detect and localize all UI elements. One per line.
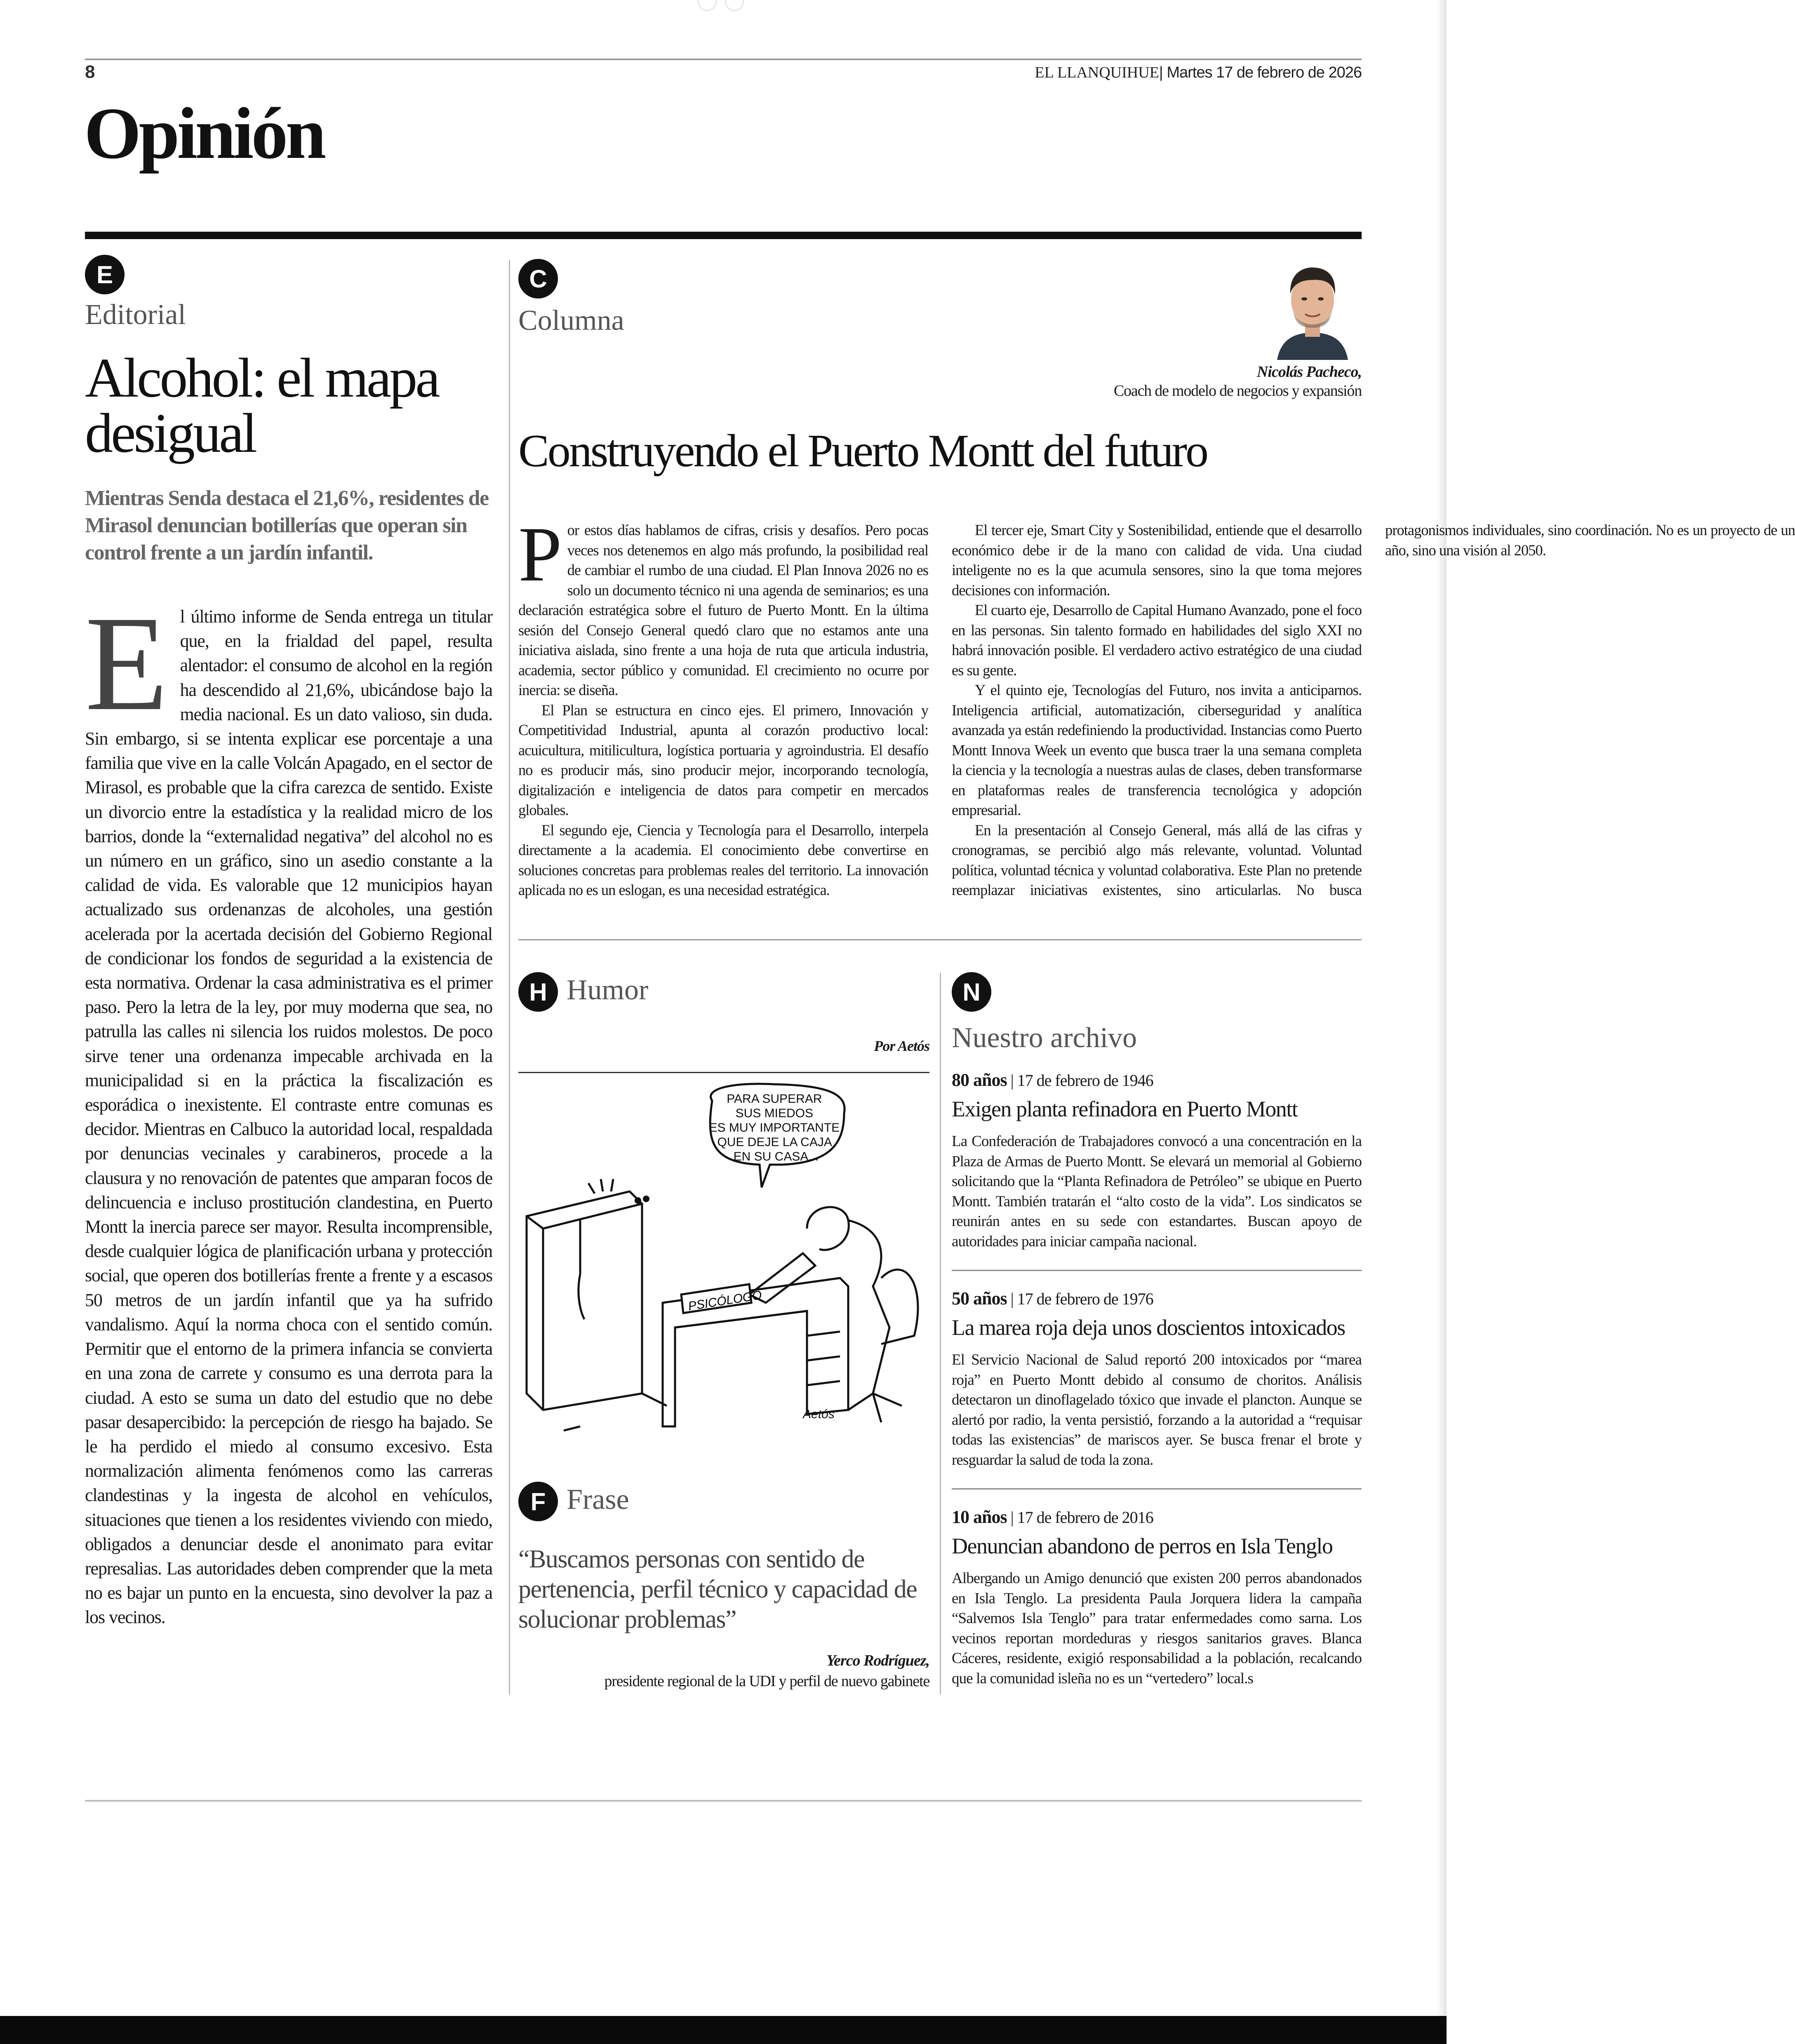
columna-author-role: Coach de modelo de negocios y expansión (1113, 382, 1362, 399)
bubble-line: ES MUY IMPORTANTE (709, 1121, 840, 1135)
masthead (1035, 63, 1362, 82)
archivo-headline: La marea roja deja unos doscientos intoxicados (952, 1315, 1345, 1340)
archivo-years: 50 años (952, 1288, 1007, 1309)
frase-author-role: presidente regional de la UDI y perfil de nuevo gabinete (604, 1673, 929, 1690)
humor-cartoon (518, 1080, 929, 1451)
archivo-text: El Servicio Nacional de Salud reportó 200 intoxicados por “marea roja” en Puerto Montt debido al consumo de choritos. Análisis detectaron un dinoflagelado tóxico que invade el plancton. Aunque se alertó por radio, la venta persistió, forzando a la autoridad a “requisar todas las existencias” de mariscos ayer. Se busca frenar el brote y resguardar la salud de toda la zona. (952, 1351, 1362, 1468)
column-divider (509, 260, 510, 1694)
editorial-subhead: Mientras Senda destaca el 21,6%, residentes de Mirasol denuncian botillerías que operan sin control frente a un jardín infantil. (85, 486, 489, 564)
section-title: Opinión (84, 92, 324, 174)
humor-byline: Por Aetós (874, 1038, 929, 1054)
editorial-kicker: Editorial (85, 299, 186, 331)
archivo-years: 10 años (952, 1507, 1007, 1527)
humor-kicker: Humor (567, 974, 649, 1006)
top-rule (85, 59, 1362, 60)
author-photo (1273, 254, 1352, 360)
archivo-entry (952, 1069, 1362, 1252)
top-indicator (698, 0, 744, 11)
desk-sign: PSICÓLOGO (687, 1288, 763, 1313)
frase-kicker: Frase (567, 1484, 629, 1515)
issue-date: Martes 17 de febrero de 2026 (1167, 64, 1362, 81)
bubble-line: QUE DEJE LA CAJA (717, 1135, 832, 1149)
frase-author: Yerco Rodríguez, (826, 1652, 929, 1669)
columna-paragraph: Por estos días hablamos de cifras, crisis y desafíos. Pero pocas veces nos detenemos en algo más profundo, la posibilidad real de cambiar el rumbo de una ciudad. El Plan Innova 2026 no es solo un documento técnico ni una agenda de seminarios; es una declaración estratégica sobre el futuro de Puerto Montt. En la última sesión del Consejo General quedó claro que no estamos ante una iniciativa aislada, sino frente a una hoja de ruta que articula industria, academia, sector público y comunidad. El crecimiento no ocurre por inercia: se diseña. (518, 511, 928, 698)
editorial-badge: E (85, 255, 125, 294)
columna-badge: C (518, 259, 558, 298)
archivo-meta: 80 años | 17 de febrero de 1946 (952, 1070, 1153, 1090)
archivo-meta: 50 años | 17 de febrero de 1976 (952, 1288, 1153, 1309)
columna-kicker: Columna (518, 305, 624, 336)
editorial-text: El último informe de Senda entrega un titular que, en la frialdad del papel, resulta alentador: el consumo de alcohol en la región ha descendido al 21,6%, ubicándose bajo la media nacional. Es un dato valioso, sin duda. Sin embargo, si se intenta explicar ese porcentaje a una familia que vive en la calle Volcán Apagado, en el sector de Mirasol, es probable que la cifra carezca de sentido. Existe un divorcio entre la estadística y la realidad micro de los barrios, donde la “externalidad negativa” del alcohol no es un número en un gráfico, sino un asedio constante a la calidad de vida. Es valorable que 12 municipios hayan actualizado sus ordenanzas de alcoholes, una gestión acelerada por la acertada decisión del Gobierno Regional de condicionar los fondos de seguridad a la existencia de esta normativa. Ordenar la casa administrativa es el primer paso. Pero la letra de la ley, por muy moderna que sea, no patrulla las calles ni silencia los ruidos molestos. De poco sirve tener una ordenanza impecable archivada en la municipalidad si en la práctica la fiscalización es esporádica o inexistente. El contraste entre comunas es decidor. Mientras en Calbuco la autoridad local, respaldada por denuncias vecinales y carabineros, procede a la clausura y no renovación de patentes que amparan focos de delincuencia e incluso prostitución clandestina, en Puerto Montt la inercia parece ser mayor. Resulta incomprensible, desde cualquier lógica de planificación urbana y protección social, que operen dos botillerías frente a frente y a escasos 50 metros de un jardín infantil que ya ha sufrido vandalismo. Aquí la norma choca con el sentido común. Permitir que el entorno de la primera infancia se convierta en una zona de carrete y consumo es una derrota para la ciudad. A esto se suma un dato del estudio que no debe pasar desapercibido: la percepción de riesgo ha bajado. Se le ha perdido el miedo al consumo excesivo. Esta normalización alimenta fenómenos como las carreras clandestinas y la ingesta de alcohol en vehículos, situaciones que tienen a los residentes viviendo con miedo, obligados a denunciar desde el anonimato para evitar represalias. Las autoridades deben comprender que la meta no es bajar un punto en la encuesta, sino devolver la paz a los vecinos. (85, 588, 492, 1628)
archivo-text: La Confederación de Trabajadores convocó a una concentración en la Plaza de Armas de Puerto Montt. Se elevará un memorial al Gobierno solicitando que la “Planta Refinadora de Petróleo” se ubique en Puerto Montt. También tratarán el “alto costo de la vida”. Los sindicatos se reunirán antes en su sede con estandartes. Buscan apoyo de autoridades para iniciar campaña nacional. (952, 1133, 1362, 1250)
columna-paragraph: El Plan se estructura en cinco ejes. El primero, Innovación y Competitividad Industrial, apunta al corazón productivo local: acuicultura, mitilicultura, logística portuaria y agroindustria. El desafío no es producir más, sino producir mejor, incorporando tecnología, digitalización e inteligencia de datos para competir en mercados globales. (518, 701, 928, 818)
archivo-badge: N (952, 972, 991, 1012)
newspaper-name: EL LLANQUIHUE (1035, 64, 1159, 81)
editorial-headline: Alcohol: el mapa desigual (85, 347, 438, 464)
columna-headline: Construyendo el Puerto Montt del futuro (518, 425, 1207, 477)
cartoon-signature: Aetós (803, 1407, 835, 1421)
bubble-line: EN SU CASA... (733, 1150, 819, 1163)
archivo-entry (952, 1506, 1362, 1689)
archivo-date: 17 de febrero de 1946 (1017, 1071, 1153, 1090)
archivo-headline: Denuncian abandono de perros en Isla Tenglo (952, 1534, 1333, 1558)
archivo-headline: Exigen planta refinadora en Puerto Montt (952, 1097, 1298, 1121)
page-edge (1437, 0, 1447, 2016)
columna-author-name: Nicolás Pacheco, (1256, 363, 1362, 381)
columna-paragraph: El segundo eje, Ciencia y Tecnología para el Desarrollo, interpela directamente a la academia. El conocimiento debe convertirse en soluciones concretas para problemas reales del territorio. La innovación aplicada no es un eslogan, es una necesidad estratégica. (518, 821, 928, 898)
frase-badge: F (518, 1482, 558, 1521)
bottom-bar (0, 2016, 1447, 2044)
archivo-rule (952, 1488, 1362, 1490)
bubble-line: SUS MIEDOS (735, 1107, 814, 1120)
archivo-text: Albergando un Amigo denunció que existen 200 perros abandonados en Isla Tenglo. La presidenta Paula Jorquera lidera la campaña “Salvemos Isla Tenglo” para tratar enfermedades como sarna. Los vecinos reportan mordeduras y riesgos sanitarios graves. Blanca Cáceres, residente, exigió responsabilidad a la población, recalcando que la comunidad isleña no es un “vertedero” local.s (952, 1570, 1362, 1687)
columna-paragraph: Y el quinto eje, Tecnologías del Futuro, nos invita a anticiparnos. Inteligencia artificial, automatización, ciberseguridad y analítica avanzada ya están redefiniendo la productividad. Instancias como Puerto Montt Innova Week un evento que busca traer la una semana completa la ciencia y la tecnología a nuestras aulas de clases, deben transformarse en plataformas reales de transferencia tecnológica y adopción empresarial. (952, 681, 1362, 818)
archivo-years: 80 años (952, 1070, 1007, 1090)
page-number: 8 (85, 62, 95, 82)
section-rule (85, 232, 1362, 239)
archivo-date: 17 de febrero de 2016 (1017, 1508, 1153, 1527)
bottom-rule (85, 1800, 1362, 1802)
separator: | (1159, 64, 1163, 81)
columna-paragraph: En la presentación al Consejo General, más allá de las cifras y cronogramas, se percibió algo más relevante, voluntad. Voluntad política, voluntad técnica y voluntad colaborativa. Este Plan no pretende reemplazar iniciativas existentes, sino articularlas. No busca protagonismos individuales, sino coordinación. No es un proyecto de un año, sino una visión al 2050. (952, 522, 1795, 898)
editorial-body (85, 588, 492, 1693)
humor-badge: H (518, 972, 558, 1012)
frase-quote: “Buscamos personas con sentido de pertenencia, perfil técnico y capacidad de solucionar problemas” (518, 1545, 917, 1633)
columna-rule (518, 939, 1362, 940)
archivo-kicker: Nuestro archivo (952, 1022, 1137, 1054)
archivo-entry (952, 1288, 1362, 1470)
humor-rule (518, 1072, 929, 1073)
columna-paragraph: El tercer eje, Smart City y Sostenibilidad, entiende que el desarrollo económico debe ir de la mano con calidad de vida. Una ciudad inteligente no es la que acumula sensores, sino la que toma mejores decisiones con información. (952, 522, 1362, 599)
archivo-rule (952, 1270, 1362, 1271)
columna-paragraph: El cuarto eje, Desarrollo de Capital Humano Avanzado, pone el foco en las personas. Sin talento formado en habilidades del siglo XXI no habrá innovación posible. El verdadero activo estratégico de una ciudad es su gente. (952, 601, 1362, 679)
bubble-line: PARA SUPERAR (727, 1092, 822, 1106)
column-divider (940, 973, 941, 1694)
columna-body (518, 511, 1795, 916)
archivo-date: 17 de febrero de 1976 (1017, 1290, 1153, 1308)
archivo-meta: 10 años | 17 de febrero de 2016 (952, 1507, 1153, 1527)
